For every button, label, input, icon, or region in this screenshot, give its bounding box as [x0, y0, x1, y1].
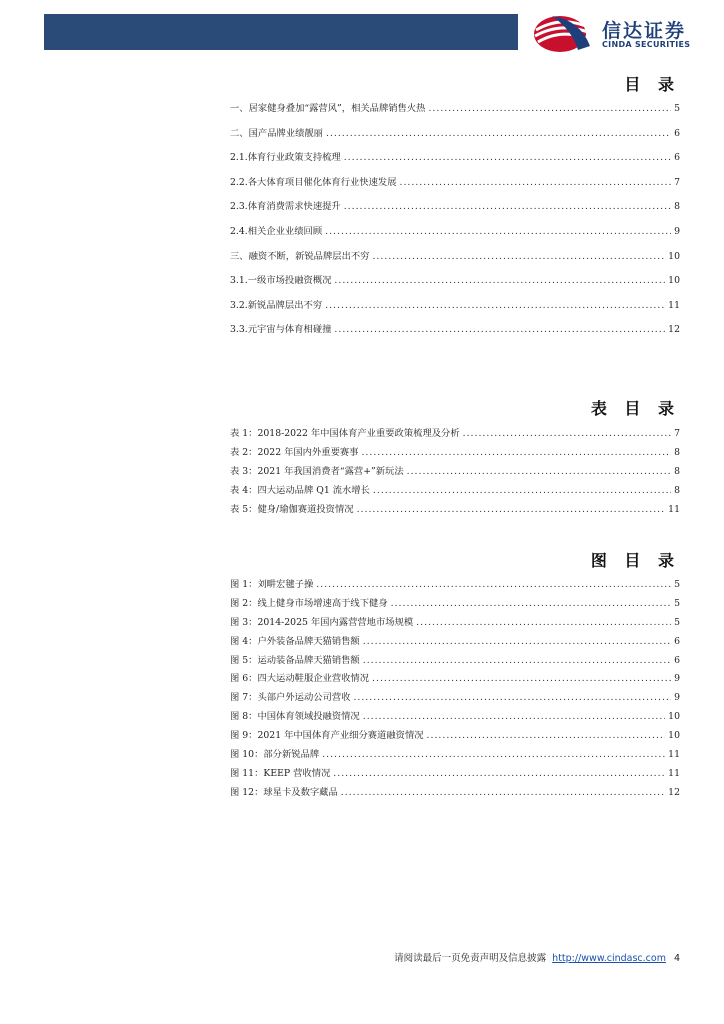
- dot-leader: [344, 152, 671, 163]
- toc-entry-page: 5: [674, 597, 680, 609]
- dot-leader: [361, 447, 671, 458]
- toc-entry-page: 11: [668, 749, 680, 761]
- dot-leader: [363, 711, 665, 722]
- dot-leader: [416, 617, 671, 628]
- table-list-title: 表 目 录: [590, 399, 680, 418]
- toc-entry-page: 11: [668, 767, 680, 779]
- toc-entry-label: 2.3.体育消费需求快速提升: [230, 201, 341, 213]
- logo-chinese-name: 信达证券: [602, 20, 687, 42]
- toc-entry-label: 图 11：KEEP 营收情况: [230, 767, 331, 779]
- toc-entry[interactable]: [230, 501, 680, 520]
- dot-leader: [372, 673, 671, 684]
- toc-entry-page: 10: [668, 730, 680, 742]
- disclaimer-text: 请阅读最后一页免责声明及信息披露: [394, 953, 547, 964]
- toc-entry-label: 图 4：户外装备品牌天猫销售额: [230, 635, 360, 647]
- toc-entry-label: 3.1.一级市场投融资概况: [230, 275, 332, 287]
- toc-entry-page: 6: [674, 635, 680, 647]
- toc-entry-label: 2.2.各大体育项目催化体育行业快速发展: [230, 176, 397, 188]
- toc-entry[interactable]: [230, 614, 680, 633]
- toc-entry-page: 7: [674, 428, 680, 439]
- toc-entry-label: 表 3：2021 年我国消费者“露营+”新玩法: [230, 466, 404, 477]
- toc-entry[interactable]: [230, 727, 680, 746]
- toc-entry-label: 图 8：中国体育领域投融资情况: [230, 711, 360, 723]
- dot-leader: [316, 579, 671, 590]
- toc-entry[interactable]: [230, 272, 680, 297]
- toc-entry[interactable]: [230, 765, 680, 784]
- toc-entry-label: 3.2.新锐品牌层出不穷: [230, 299, 323, 311]
- dot-leader: [363, 636, 671, 647]
- toc-entry[interactable]: [230, 595, 680, 614]
- dot-leader: [463, 428, 671, 439]
- dot-leader: [363, 655, 671, 666]
- company-logo: [530, 12, 710, 56]
- toc-entry-label: 表 1：2018-2022 年中国体育产业重要政策梳理及分析: [230, 428, 460, 439]
- dot-leader: [334, 275, 665, 286]
- toc-entry-label: 图 2：线上健身市场增速高于线下健身: [230, 597, 388, 609]
- toc-entry-page: 5: [674, 579, 680, 590]
- toc-entry[interactable]: [230, 689, 680, 708]
- toc-entry-page: 12: [668, 324, 680, 336]
- toc-entry[interactable]: [230, 784, 680, 803]
- toc-entry[interactable]: [230, 248, 680, 273]
- toc-entry[interactable]: [230, 321, 680, 346]
- toc-entry-page: 10: [668, 275, 680, 287]
- toc-entry-page: 10: [668, 711, 680, 723]
- website-link[interactable]: http://www.cindasc.com: [552, 953, 666, 964]
- dot-leader: [322, 749, 665, 760]
- toc-entry[interactable]: [230, 425, 680, 444]
- logo-english-name: CINDA SECURITIES: [602, 40, 691, 49]
- toc-entry-page: 8: [674, 485, 680, 496]
- dot-leader: [344, 201, 671, 212]
- toc-entry-page: 5: [674, 103, 680, 114]
- toc-entry-page: 9: [674, 225, 680, 237]
- toc-entry-page: 10: [668, 250, 680, 262]
- toc-entry-page: 11: [668, 299, 680, 311]
- toc-entry-label: 表 5：健身/瑜伽赛道投资情况: [230, 504, 354, 515]
- dot-leader: [427, 730, 666, 741]
- toc-entry-label: 图 9：2021 年中国体育产业细分赛道融资情况: [230, 730, 424, 742]
- toc-entry-label: 图 12：球星卡及数字藏品: [230, 786, 338, 798]
- header-bar: [44, 14, 518, 50]
- cinda-globe-icon: [530, 12, 594, 56]
- toc-entry-page: 6: [674, 654, 680, 666]
- toc-entry-page: 6: [674, 152, 680, 164]
- toc-entry[interactable]: [230, 223, 680, 248]
- toc-entry-label: 一、居家健身叠加“露营风”，相关品牌销售火热: [230, 103, 426, 114]
- toc-entry-label: 2.4.相关企业业绩回顾: [230, 225, 323, 237]
- table-list: [230, 425, 680, 520]
- toc-entry[interactable]: [230, 652, 680, 671]
- toc-entry[interactable]: [230, 174, 680, 199]
- dot-leader: [357, 504, 666, 515]
- dot-leader: [325, 300, 665, 311]
- toc-entry[interactable]: [230, 149, 680, 174]
- toc-entry-label: 表 2：2022 年国内外重要赛事: [230, 447, 359, 458]
- toc-entry-label: 三、融资不断，新锐品牌层出不穷: [230, 250, 370, 262]
- toc-entry-label: 3.3.元宇宙与体育相碰撞: [230, 324, 332, 336]
- toc-entry-page: 5: [674, 616, 680, 628]
- toc-entry[interactable]: [230, 708, 680, 727]
- toc-entry-page: 11: [668, 504, 680, 515]
- dot-leader: [334, 324, 665, 335]
- toc-entry[interactable]: [230, 297, 680, 322]
- toc-entry-label: 2.1.体育行业政策支持梳理: [230, 152, 341, 164]
- toc-entry[interactable]: [230, 670, 680, 689]
- toc-title: 目 录: [624, 75, 680, 94]
- dot-leader: [372, 251, 665, 262]
- dot-leader: [400, 177, 672, 188]
- dot-leader: [407, 466, 671, 477]
- toc-entry-label: 图 10：部分新锐品牌: [230, 749, 320, 761]
- toc-entry-page: 9: [674, 692, 680, 704]
- toc-entry[interactable]: [230, 746, 680, 765]
- dot-leader: [428, 103, 671, 114]
- dot-leader: [333, 768, 665, 779]
- toc-entry-label: 图 7：头部户外运动公司营收: [230, 692, 351, 704]
- toc-entry[interactable]: [230, 633, 680, 652]
- toc-entry-page: 9: [674, 673, 680, 685]
- dot-leader: [325, 226, 671, 237]
- toc-entry-label: 图 5：运动装备品牌天猫销售额: [230, 654, 360, 666]
- figure-list-title: 图 目 录: [590, 551, 680, 570]
- toc-entry[interactable]: [230, 576, 680, 595]
- toc-entry-label: 图 3：2014-2025 年国内露营营地市场规模: [230, 616, 414, 628]
- toc-entry-page: 8: [674, 201, 680, 213]
- toc-entry-label: 二、国产品牌业绩靓丽: [230, 127, 323, 139]
- toc-entry-page: 6: [674, 127, 680, 139]
- toc-entry[interactable]: [230, 100, 680, 125]
- dot-leader: [326, 128, 671, 139]
- dot-leader: [353, 692, 671, 703]
- dot-leader: [373, 485, 671, 496]
- page-number: 4: [673, 953, 680, 964]
- dot-leader: [391, 598, 671, 609]
- toc-entry-page: 7: [674, 176, 680, 188]
- toc-entry-label: 图 1：刘畊宏毽子操: [230, 579, 314, 590]
- page-footer: [394, 950, 680, 964]
- toc-entry[interactable]: [230, 125, 680, 150]
- toc-entry-page: 8: [674, 447, 680, 458]
- toc-list: [230, 100, 680, 346]
- toc-entry-page: 8: [674, 466, 680, 477]
- toc-entry-label: 表 4：四大运动品牌 Q1 流水增长: [230, 485, 370, 496]
- toc-entry[interactable]: [230, 482, 680, 501]
- toc-entry[interactable]: [230, 463, 680, 482]
- toc-entry[interactable]: [230, 444, 680, 463]
- toc-entry[interactable]: [230, 198, 680, 223]
- figure-list: [230, 576, 680, 803]
- dot-leader: [341, 787, 665, 798]
- toc-entry-label: 图 6：四大运动鞋服企业营收情况: [230, 673, 370, 685]
- toc-entry-page: 12: [668, 786, 680, 798]
